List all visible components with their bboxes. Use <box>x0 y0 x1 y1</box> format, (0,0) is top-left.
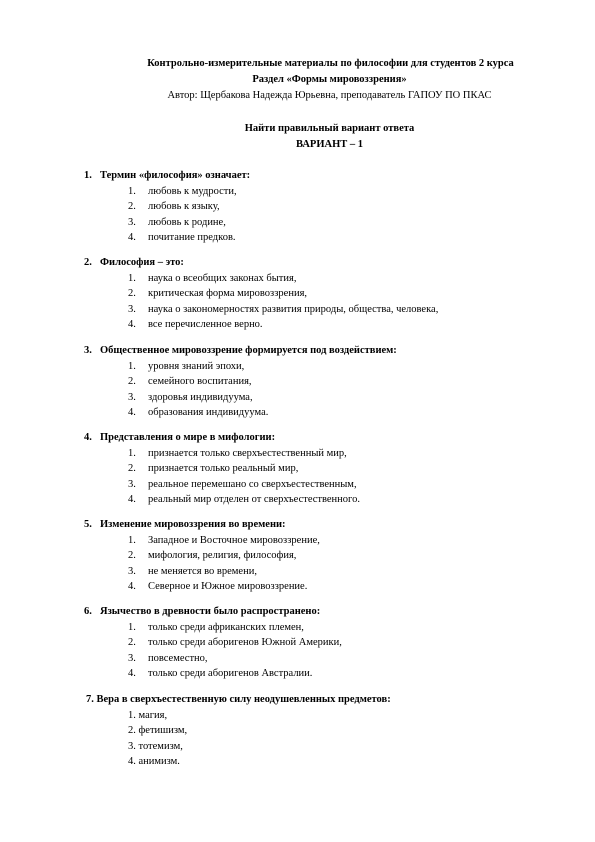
answer-option[interactable] <box>86 739 391 754</box>
variant-label: ВАРИАНТ – 1 <box>295 139 363 150</box>
answer-option[interactable] <box>128 374 397 389</box>
answer-option[interactable] <box>128 199 250 214</box>
question-title <box>84 430 360 445</box>
option-number: 2. <box>128 463 136 475</box>
option-text: критическая форма мировоззрения, <box>148 288 308 300</box>
option-number: 1. <box>128 710 136 721</box>
answer-option[interactable] <box>128 477 360 492</box>
option-number: 4. <box>128 667 136 679</box>
question-number: 7. <box>86 694 94 705</box>
option-number: 4. <box>128 755 136 767</box>
option-number: 3. <box>128 652 136 664</box>
question-number: 3. <box>84 345 92 356</box>
question-number: 6. <box>84 606 92 617</box>
option-number: 2. <box>128 376 136 388</box>
document-header <box>0 56 595 104</box>
question-5 <box>84 517 320 594</box>
option-text: Северное и Южное мировоззрение. <box>148 580 308 592</box>
option-number: 3. <box>128 565 136 577</box>
answer-option[interactable] <box>128 666 342 681</box>
option-text: повсеместно, <box>148 652 208 664</box>
answer-option[interactable] <box>128 359 397 374</box>
answer-option[interactable] <box>128 564 320 579</box>
option-number: 2. <box>128 288 136 300</box>
answer-option[interactable] <box>128 390 397 405</box>
option-text: любовь к мудрости, <box>148 186 237 197</box>
question-4 <box>84 430 360 507</box>
option-number: 3. <box>128 216 136 228</box>
question-title <box>84 343 397 358</box>
option-text: только среди аборигенов Австралии. <box>148 667 313 679</box>
option-number: 4. <box>128 318 136 330</box>
question-text: Язычество в древности было распространено: <box>100 606 321 617</box>
question-title <box>86 692 391 707</box>
answer-option[interactable] <box>128 461 360 476</box>
option-text: все перечисленное верно. <box>148 318 263 330</box>
question-2 <box>84 255 438 332</box>
option-number: 2. <box>128 637 136 649</box>
option-number: 1. <box>128 535 136 546</box>
question-number: 1. <box>84 170 92 181</box>
question-title <box>84 604 342 619</box>
answer-option[interactable] <box>86 754 391 769</box>
option-number: 1. <box>128 186 136 197</box>
instruction-text: Найти правильный вариант ответа <box>244 123 415 134</box>
question-title <box>84 517 320 532</box>
answer-list <box>84 271 438 332</box>
question-text: Изменение мировоззрения во времени: <box>100 519 286 530</box>
instruction-block <box>0 121 595 153</box>
answer-option[interactable] <box>128 230 250 245</box>
answer-option[interactable] <box>86 723 391 738</box>
option-text: уровня знаний эпохи, <box>148 361 245 372</box>
option-text: признается только реальный мир, <box>148 463 299 475</box>
option-number: 4. <box>128 406 136 418</box>
question-text: Философия – это: <box>100 257 184 268</box>
answer-option[interactable] <box>128 620 342 635</box>
option-text: признается только сверхъестественный мир, <box>148 448 347 459</box>
answer-list <box>84 184 250 245</box>
option-text: образования индивидуума. <box>148 406 269 418</box>
answer-option[interactable] <box>86 708 391 723</box>
option-number: 4. <box>128 493 136 505</box>
question-text: Вера в сверхъестественную силу неодушевленных предметов: <box>96 694 391 705</box>
option-text: фетишизм, <box>138 725 188 737</box>
option-number: 1. <box>128 361 136 372</box>
question-text: Представления о мире в мифологии: <box>100 432 276 443</box>
answer-option[interactable] <box>128 405 397 420</box>
option-text: только среди аборигенов Южной Америки, <box>148 637 342 649</box>
option-number: 2. <box>128 725 136 737</box>
option-text: не меняется во времени, <box>148 565 257 577</box>
answer-option[interactable] <box>128 317 438 332</box>
question-6 <box>84 604 342 681</box>
option-number: 3. <box>128 391 136 403</box>
answer-option[interactable] <box>128 651 342 666</box>
option-number: 3. <box>128 478 136 490</box>
option-text: мифология, религия, философия, <box>148 550 297 562</box>
option-text: анимизм. <box>138 755 180 767</box>
answer-option[interactable] <box>128 548 320 563</box>
answer-option[interactable] <box>128 215 250 230</box>
option-text: почитание предков. <box>148 231 236 243</box>
answer-list <box>84 446 360 507</box>
answer-option[interactable] <box>128 302 438 317</box>
question-text: Термин «философия» означает: <box>100 170 251 181</box>
question-text: Общественное мировоззрение формируется под воздействием: <box>100 345 397 356</box>
option-number: 3. <box>128 303 136 315</box>
option-number: 2. <box>128 550 136 562</box>
question-title <box>84 255 438 270</box>
answer-option[interactable] <box>128 579 320 594</box>
option-text: наука о закономерностях развития природы, общества, человека, <box>148 303 439 315</box>
question-number: 4. <box>84 432 92 443</box>
header-section: Раздел «Формы мировоззрения» <box>252 74 407 85</box>
question-1 <box>84 168 250 245</box>
option-number: 4. <box>128 231 136 243</box>
option-text: семейного воспитания, <box>148 376 252 388</box>
option-number: 2. <box>128 201 136 213</box>
option-text: только среди африканских племен, <box>148 622 304 633</box>
option-text: любовь к родине, <box>148 216 226 228</box>
answer-option[interactable] <box>128 184 250 199</box>
answer-list <box>84 620 342 681</box>
option-text: реальный мир отделен от сверхъестественного. <box>148 493 360 505</box>
answer-option[interactable] <box>128 446 360 461</box>
answer-list <box>84 359 397 420</box>
answer-option[interactable] <box>128 492 360 507</box>
question-3 <box>84 343 397 420</box>
answer-option[interactable] <box>128 271 438 286</box>
question-title <box>84 168 250 183</box>
question-number: 5. <box>84 519 92 530</box>
option-text: Западное и Восточное мировоззрение, <box>148 535 320 546</box>
answer-option[interactable] <box>128 533 320 548</box>
option-number: 1. <box>128 273 136 284</box>
answer-list <box>84 533 320 594</box>
question-number: 2. <box>84 257 92 268</box>
option-text: тотемизм, <box>138 740 183 752</box>
option-number: 1. <box>128 622 136 633</box>
answer-option[interactable] <box>128 286 438 301</box>
question-7 <box>86 692 391 769</box>
header-author: Автор: Щербакова Надежда Юрьевна, преподаватель ГАПОУ ПО ПКАС <box>167 90 492 101</box>
option-text: наука о всеобщих законах бытия, <box>148 273 297 284</box>
answer-list <box>86 708 391 769</box>
option-number: 3. <box>128 740 136 752</box>
answer-option[interactable] <box>128 635 342 650</box>
option-number: 1. <box>128 448 136 459</box>
option-text: магия, <box>138 710 168 721</box>
option-number: 4. <box>128 580 136 592</box>
option-text: любовь к языку, <box>148 201 220 213</box>
option-text: реальное перемешано со сверхъестественным, <box>148 478 357 490</box>
option-text: здоровья индивидуума, <box>148 391 253 403</box>
header-title: Контрольно-измерительные материалы по философии для студентов 2 курса <box>147 58 514 69</box>
